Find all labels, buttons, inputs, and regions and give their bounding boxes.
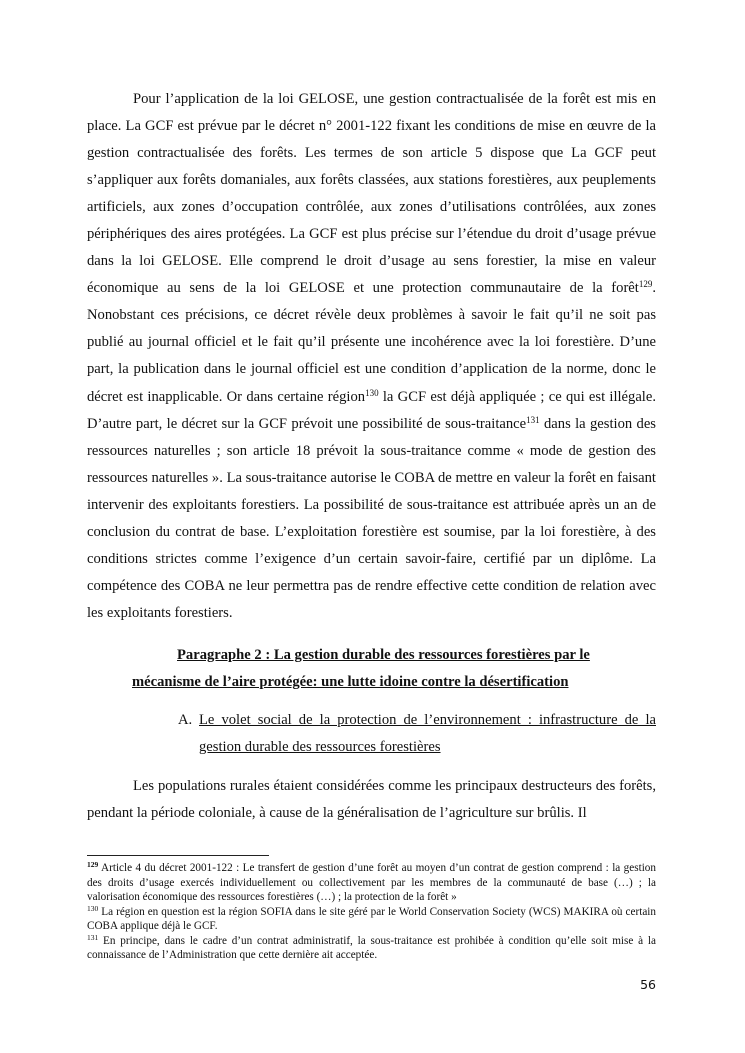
paragraph-heading-line-1: Paragraphe 2 : La gestion durable des ressources forestières par le [177,647,590,663]
footnote-ref-129[interactable]: 129 [638,279,653,290]
footnote-ref-131[interactable]: 131 [526,414,540,425]
footnote-number-130: 130 [87,903,99,913]
footnotes [87,861,656,963]
footnote-ref-130[interactable]: 130 [365,387,379,398]
main-text-part-1: Pour l’application de la loi GELOSE, une gestion contractualisée de la forêt est mis en place. La GCF est prévue par le décret n° 2001-122 fixant les conditions de mise en œuvre de la gestion contractualisée des forêts. Les termes de son article 5 dispose que La GCF peut s’appliquer aux forêts domaniales, aux forêts classées, aux stations forestières, aux peuplements artificiels, aux zones d’occupation contrôlée, aux zones d’utilisations contrôlées, aux zones périphériques des aires protégées. La GCF est plus précise sur l’étendue du droit d’usage prévue dans la loi GELOSE. Elle comprend le droit d’usage au sens forestier, la mise en valeur économique au sens de la loi GELOSE et une protection communautaire de la forêt [87,91,656,297]
footnote-number-129: 129 [87,860,99,869]
main-text-part-2: . Nonobstant ces précisions, ce décret révèle deux problèmes à savoir le fait qu’il ne soit pas publié au journal officiel et le fait qu’il présente une incohérence avec la loi forestière. D’une part, la publication dans le journal officiel est une condition d’application de la norme, donc le décret est inapplicable. Or dans certaine région [87,280,656,405]
footnote-number-131: 131 [87,932,99,942]
footnote-text-129: Article 4 du décret 2001-122 : Le transfert de gestion d’une forêt au moyen d’un contrat de gestion comprend : la gestion des droits d’usage exercés individuellement ou collectivement par les membres de la communauté de base (…) ; la valorisation économique des ressources forestières (…) ; la protection de la forêt » [87,862,656,903]
footnote-text-131: En principe, dans le cadre d’un contrat administratif, la sous-traitance est prohibée à condition qu’elle soit mise à la connaissance de l’Administration que cette dernière ait acceptée. [87,934,656,961]
footnote-separator [87,855,269,856]
footnote-130 [87,905,656,934]
paragraph-heading-line-2: mécanisme de l’aire protégée: une lutte idoine contre la désertification [132,674,569,690]
subheading-text: Le volet social de la protection de l’environnement : infrastructure de la gestion durable des ressources forestières [199,712,656,755]
paragraph-heading [132,642,656,696]
subheading-letter: A. [178,712,193,728]
second-paragraph [87,773,656,827]
main-text-part-4: dans la gestion des ressources naturelles ; son article 18 prévoit la sous-traitance comme « mode de gestion des ressources naturelles ». La sous-traitance autorise le COBA de mettre en valeur la forêt en faisant intervenir des exploitants forestiers. La possibilité de sous-traitance est attribuée après un an de conclusion du contrat de base. L’exploitation forestière est soumise, par la loi forestière, à des conditions strictes comme l’exigence d’un certain savoir-faire, certifié par un diplôme. La compétence des COBA ne leur permettra pas de rendre effective cette condition de relation avec les exploitants forestiers. [87,415,656,621]
main-paragraph [87,86,656,627]
footnote-text-130: La région en question est la région SOFIA dans le site géré par le World Conservation Society (WCS) MAKIRA où certain COBA applique déjà le GCF. [87,905,656,932]
page-number: 56 [640,977,656,992]
main-text-part-3: la GCF est déjà appliquée ; ce qui est illégale. D’autre part, le décret sur la GCF prévoit une possibilité de sous-traitance [87,388,656,432]
footnote-129 [87,861,656,905]
footnote-131 [87,934,656,963]
second-paragraph-text: Les populations rurales étaient considérées comme les principaux destructeurs des forêts, pendant la période coloniale, à cause de la généralisation de l’agriculture sur brûlis. Il [87,778,656,822]
section-subheading [178,707,656,761]
